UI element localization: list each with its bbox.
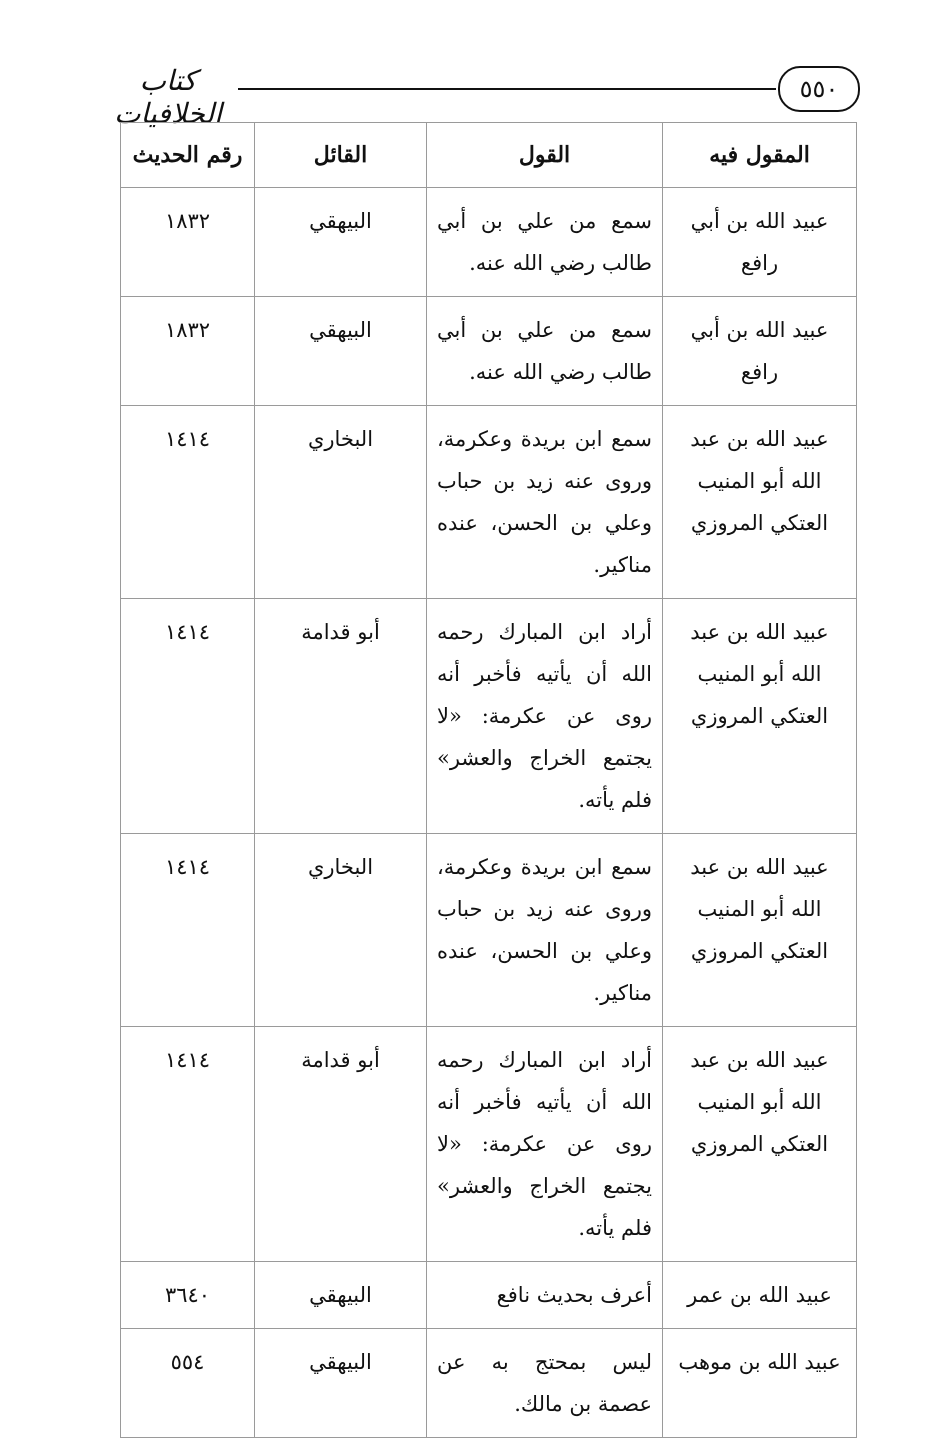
cell-number: ١٨٣٢: [121, 188, 255, 297]
cell-sayer: البخاري: [255, 834, 427, 1027]
cell-saying: أعرف بحديث نافع: [427, 1262, 663, 1329]
cell-sayer: البيهقي: [255, 297, 427, 406]
cell-number: ١٤١٤: [121, 599, 255, 834]
cell-name: عبيد الله بن عمر: [663, 1262, 857, 1329]
cell-sayer: البخاري: [255, 406, 427, 599]
table-row: [121, 297, 857, 406]
table-header-row: [121, 123, 857, 188]
cell-number: ١٨٣٢: [121, 297, 255, 406]
cell-number: ١٤١٤: [121, 1027, 255, 1262]
cell-sayer: البيهقي: [255, 188, 427, 297]
cell-name: عبيد الله بن عبد الله أبو المنيب العتكي المروزي: [663, 406, 857, 599]
narrators-table-container: [120, 122, 856, 1438]
cell-number: ٣٦٤٠: [121, 1262, 255, 1329]
column-header-sayer: القائل: [255, 123, 427, 188]
cell-name: عبيد الله بن أبي رافع: [663, 297, 857, 406]
page-number: ٥٥٠: [778, 66, 860, 112]
cell-saying: ليس بمحتج به عن عصمة بن مالك.: [427, 1329, 663, 1438]
cell-name: عبيد الله بن عبد الله أبو المنيب العتكي المروزي: [663, 834, 857, 1027]
table-row: [121, 1262, 857, 1329]
column-header-number: رقم الحديث: [121, 123, 255, 188]
header-rule: [238, 88, 776, 90]
page-header: [0, 56, 952, 130]
cell-sayer: أبو قدامة: [255, 599, 427, 834]
book-title: كتاب الخلافيات: [114, 64, 222, 130]
cell-saying: سمع من علي بن أبي طالب رضي الله عنه.: [427, 297, 663, 406]
cell-saying: سمع ابن بريدة وعكرمة، وروى عنه زيد بن حباب وعلي بن الحسن، عنده مناكير.: [427, 834, 663, 1027]
cell-number: ١٤١٤: [121, 834, 255, 1027]
cell-sayer: البيهقي: [255, 1329, 427, 1438]
cell-saying: سمع من علي بن أبي طالب رضي الله عنه.: [427, 188, 663, 297]
table-row: [121, 1027, 857, 1262]
cell-name: عبيد الله بن عبد الله أبو المنيب العتكي المروزي: [663, 599, 857, 834]
table-row: [121, 188, 857, 297]
cell-saying: أراد ابن المبارك رحمه الله أن يأتيه فأخبر أنه روى عن عكرمة: «لا يجتمع الخراج والعشر» فلم يأته.: [427, 1027, 663, 1262]
cell-number: ١٤١٤: [121, 406, 255, 599]
table-row: [121, 406, 857, 599]
table-row: [121, 834, 857, 1027]
table-row: [121, 599, 857, 834]
table-row: [121, 1329, 857, 1438]
narrators-table: [120, 122, 857, 1438]
cell-name: عبيد الله بن عبد الله أبو المنيب العتكي المروزي: [663, 1027, 857, 1262]
cell-name: عبيد الله بن أبي رافع: [663, 188, 857, 297]
column-header-name: المقول فيه: [663, 123, 857, 188]
cell-sayer: أبو قدامة: [255, 1027, 427, 1262]
cell-number: ٥٥٤: [121, 1329, 255, 1438]
cell-saying: سمع ابن بريدة وعكرمة، وروى عنه زيد بن حباب وعلي بن الحسن، عنده مناكير.: [427, 406, 663, 599]
cell-saying: أراد ابن المبارك رحمه الله أن يأتيه فأخبر أنه روى عن عكرمة: «لا يجتمع الخراج والعشر» فلم يأته.: [427, 599, 663, 834]
cell-name: عبيد الله بن موهب: [663, 1329, 857, 1438]
column-header-saying: القول: [427, 123, 663, 188]
cell-sayer: البيهقي: [255, 1262, 427, 1329]
